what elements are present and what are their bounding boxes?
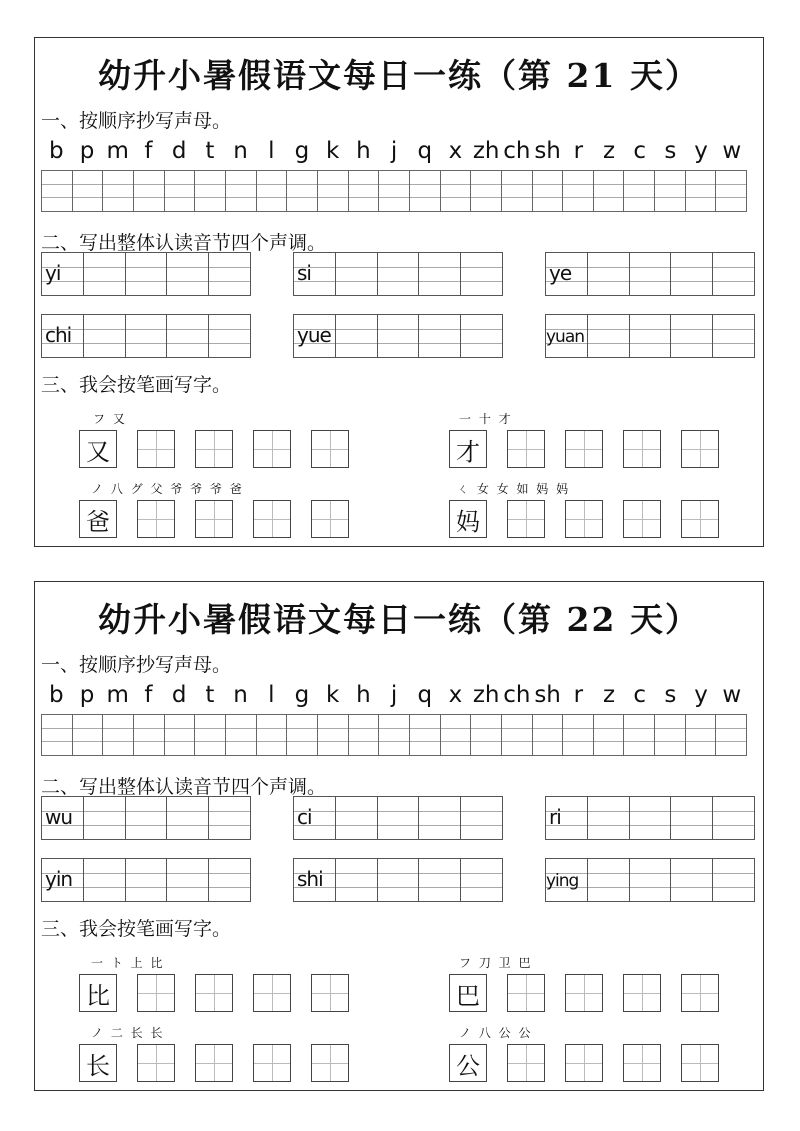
section-1-heading: 一、按顺序抄写声母。	[41, 654, 232, 676]
syllable-label: yi	[45, 261, 61, 285]
practice-box[interactable]	[507, 1044, 545, 1082]
syllable-label: si	[297, 261, 311, 285]
initial-letter: q	[417, 138, 433, 164]
model-char: 爸	[79, 500, 117, 538]
syllable-grid[interactable]	[545, 314, 755, 358]
practice-box[interactable]	[507, 974, 545, 1012]
practice-box[interactable]	[507, 500, 545, 538]
initial-letter: t	[205, 682, 215, 708]
initial-letter: k	[326, 138, 340, 164]
initial-letter: c	[633, 682, 647, 708]
worksheet-day-21	[34, 37, 764, 547]
initial-letter: sh	[534, 682, 561, 708]
practice-box[interactable]	[137, 974, 175, 1012]
syllable-label: yin	[45, 867, 73, 891]
initials-writing-grid[interactable]	[41, 170, 747, 212]
practice-box[interactable]	[507, 430, 545, 468]
initial-letter: b	[49, 682, 64, 708]
syllable-label: yue	[297, 323, 331, 347]
initial-letter: y	[694, 682, 708, 708]
syllable-label: chi	[45, 323, 72, 347]
practice-box[interactable]	[253, 500, 291, 538]
practice-box[interactable]	[195, 500, 233, 538]
syllable-label: yuan	[546, 327, 585, 347]
initial-letter: l	[268, 682, 275, 708]
initial-letter: zh	[472, 138, 500, 164]
practice-box[interactable]	[137, 500, 175, 538]
stroke-order: ノ 八 グ 父 爷 爷 爷 爸	[91, 482, 244, 496]
initial-letter: l	[268, 138, 275, 164]
practice-box[interactable]	[623, 1044, 661, 1082]
practice-box[interactable]	[565, 1044, 603, 1082]
initial-letter: d	[171, 138, 187, 164]
model-char: 比	[79, 974, 117, 1012]
model-char: 公	[449, 1044, 487, 1082]
syllable-label: shi	[297, 867, 323, 891]
practice-box[interactable]	[681, 1044, 719, 1082]
syllable-label: ying	[546, 871, 579, 891]
syllable-grid[interactable]	[545, 796, 755, 840]
syllable-grid[interactable]	[293, 314, 503, 358]
char-practice-row	[449, 1044, 719, 1082]
initial-letter: w	[722, 138, 742, 164]
initial-letter: r	[573, 138, 584, 164]
initial-letter: x	[448, 138, 463, 164]
section-2-heading: 二、写出整体认读音节四个声调。	[41, 776, 327, 798]
worksheet-title: 幼升小暑假语文每日一练（第 22 天）	[98, 600, 700, 639]
practice-box[interactable]	[623, 430, 661, 468]
section-2-heading: 二、写出整体认读音节四个声调。	[41, 232, 327, 254]
model-char: 长	[79, 1044, 117, 1082]
syllable-label: ri	[549, 805, 561, 829]
initial-letter: h	[356, 682, 371, 708]
section-3-heading: 三、我会按笔画写字。	[41, 918, 232, 940]
syllable-grid[interactable]	[293, 796, 503, 840]
practice-box[interactable]	[681, 500, 719, 538]
initial-letter: m	[106, 682, 129, 708]
section-3-heading: 三、我会按笔画写字。	[41, 374, 232, 396]
practice-box[interactable]	[195, 1044, 233, 1082]
practice-box[interactable]	[565, 500, 603, 538]
section-1-heading: 一、按顺序抄写声母。	[41, 110, 232, 132]
model-char: 巴	[449, 974, 487, 1012]
syllable-label: ci	[297, 805, 312, 829]
syllable-label: wu	[45, 805, 73, 829]
practice-box[interactable]	[681, 974, 719, 1012]
stroke-order: ㄑ 女 女 如 妈 妈	[457, 482, 571, 496]
char-practice-row	[449, 500, 719, 538]
initial-letter: ch	[503, 138, 531, 164]
initial-letter: f	[144, 682, 153, 708]
practice-box[interactable]	[253, 1044, 291, 1082]
char-practice-row	[449, 974, 719, 1012]
syllable-grid[interactable]	[41, 252, 251, 296]
practice-box[interactable]	[195, 974, 233, 1012]
initial-letter: zh	[472, 682, 500, 708]
syllable-grid[interactable]	[41, 858, 251, 902]
practice-box[interactable]	[681, 430, 719, 468]
model-char: 妈	[449, 500, 487, 538]
initials-writing-grid[interactable]	[41, 714, 747, 756]
model-char: 又	[79, 430, 117, 468]
syllable-label: ye	[549, 261, 572, 285]
initial-letter: r	[573, 682, 584, 708]
initial-letter: c	[633, 138, 647, 164]
syllable-grid[interactable]	[293, 858, 503, 902]
initial-letter: f	[144, 138, 153, 164]
practice-box[interactable]	[565, 430, 603, 468]
initial-letter: z	[602, 682, 616, 708]
initial-letter: g	[294, 682, 310, 708]
initial-letter: q	[417, 682, 433, 708]
initial-letter: j	[390, 682, 398, 708]
practice-box[interactable]	[137, 430, 175, 468]
practice-box[interactable]	[565, 974, 603, 1012]
char-practice-row	[79, 430, 349, 468]
char-practice-row	[79, 1044, 349, 1082]
initial-letter: p	[79, 138, 95, 164]
practice-box[interactable]	[311, 974, 349, 1012]
char-practice-row	[79, 974, 349, 1012]
stroke-order: 一 十 才	[459, 412, 513, 426]
initial-letter: x	[448, 682, 463, 708]
initial-letter: j	[390, 138, 398, 164]
syllable-grid[interactable]	[293, 252, 503, 296]
initial-letter: s	[664, 682, 677, 708]
initial-letter: p	[79, 682, 95, 708]
initial-letter: w	[722, 682, 742, 708]
practice-box[interactable]	[137, 1044, 175, 1082]
initial-letter: m	[106, 138, 129, 164]
initial-letter: ch	[503, 682, 531, 708]
stroke-order: フ 刀 卫 巴	[459, 956, 533, 970]
practice-box[interactable]	[311, 430, 349, 468]
practice-box[interactable]	[311, 1044, 349, 1082]
initial-letter: n	[233, 682, 248, 708]
char-practice-row	[449, 430, 719, 468]
initial-letter: n	[233, 138, 248, 164]
initial-letter: y	[694, 138, 708, 164]
practice-box[interactable]	[253, 430, 291, 468]
initial-letter: z	[602, 138, 616, 164]
worksheet-title: 幼升小暑假语文每日一练（第 21 天）	[98, 56, 700, 95]
initial-letter: g	[294, 138, 310, 164]
practice-box[interactable]	[195, 430, 233, 468]
model-char: 才	[449, 430, 487, 468]
syllable-grid[interactable]	[545, 858, 755, 902]
initial-letter: t	[205, 138, 215, 164]
initial-letter: h	[356, 138, 371, 164]
initial-letter: k	[326, 682, 340, 708]
practice-box[interactable]	[623, 500, 661, 538]
syllable-grid[interactable]	[41, 796, 251, 840]
char-practice-row	[79, 500, 349, 538]
practice-box[interactable]	[311, 500, 349, 538]
practice-box[interactable]	[623, 974, 661, 1012]
syllable-grid[interactable]	[41, 314, 251, 358]
stroke-order: 一 ト 上 比	[91, 956, 165, 970]
syllable-grid[interactable]	[545, 252, 755, 296]
initial-letter: d	[171, 682, 187, 708]
initials-row	[41, 138, 747, 164]
practice-box[interactable]	[253, 974, 291, 1012]
stroke-order: ノ 二 长 长	[91, 1026, 165, 1040]
initials-row	[41, 682, 747, 708]
initial-letter: b	[49, 138, 64, 164]
worksheet-day-22	[34, 581, 764, 1091]
initial-letter: sh	[534, 138, 561, 164]
initial-letter: s	[664, 138, 677, 164]
stroke-order: フ 又	[93, 412, 127, 426]
stroke-order: ノ 八 公 公	[459, 1026, 533, 1040]
